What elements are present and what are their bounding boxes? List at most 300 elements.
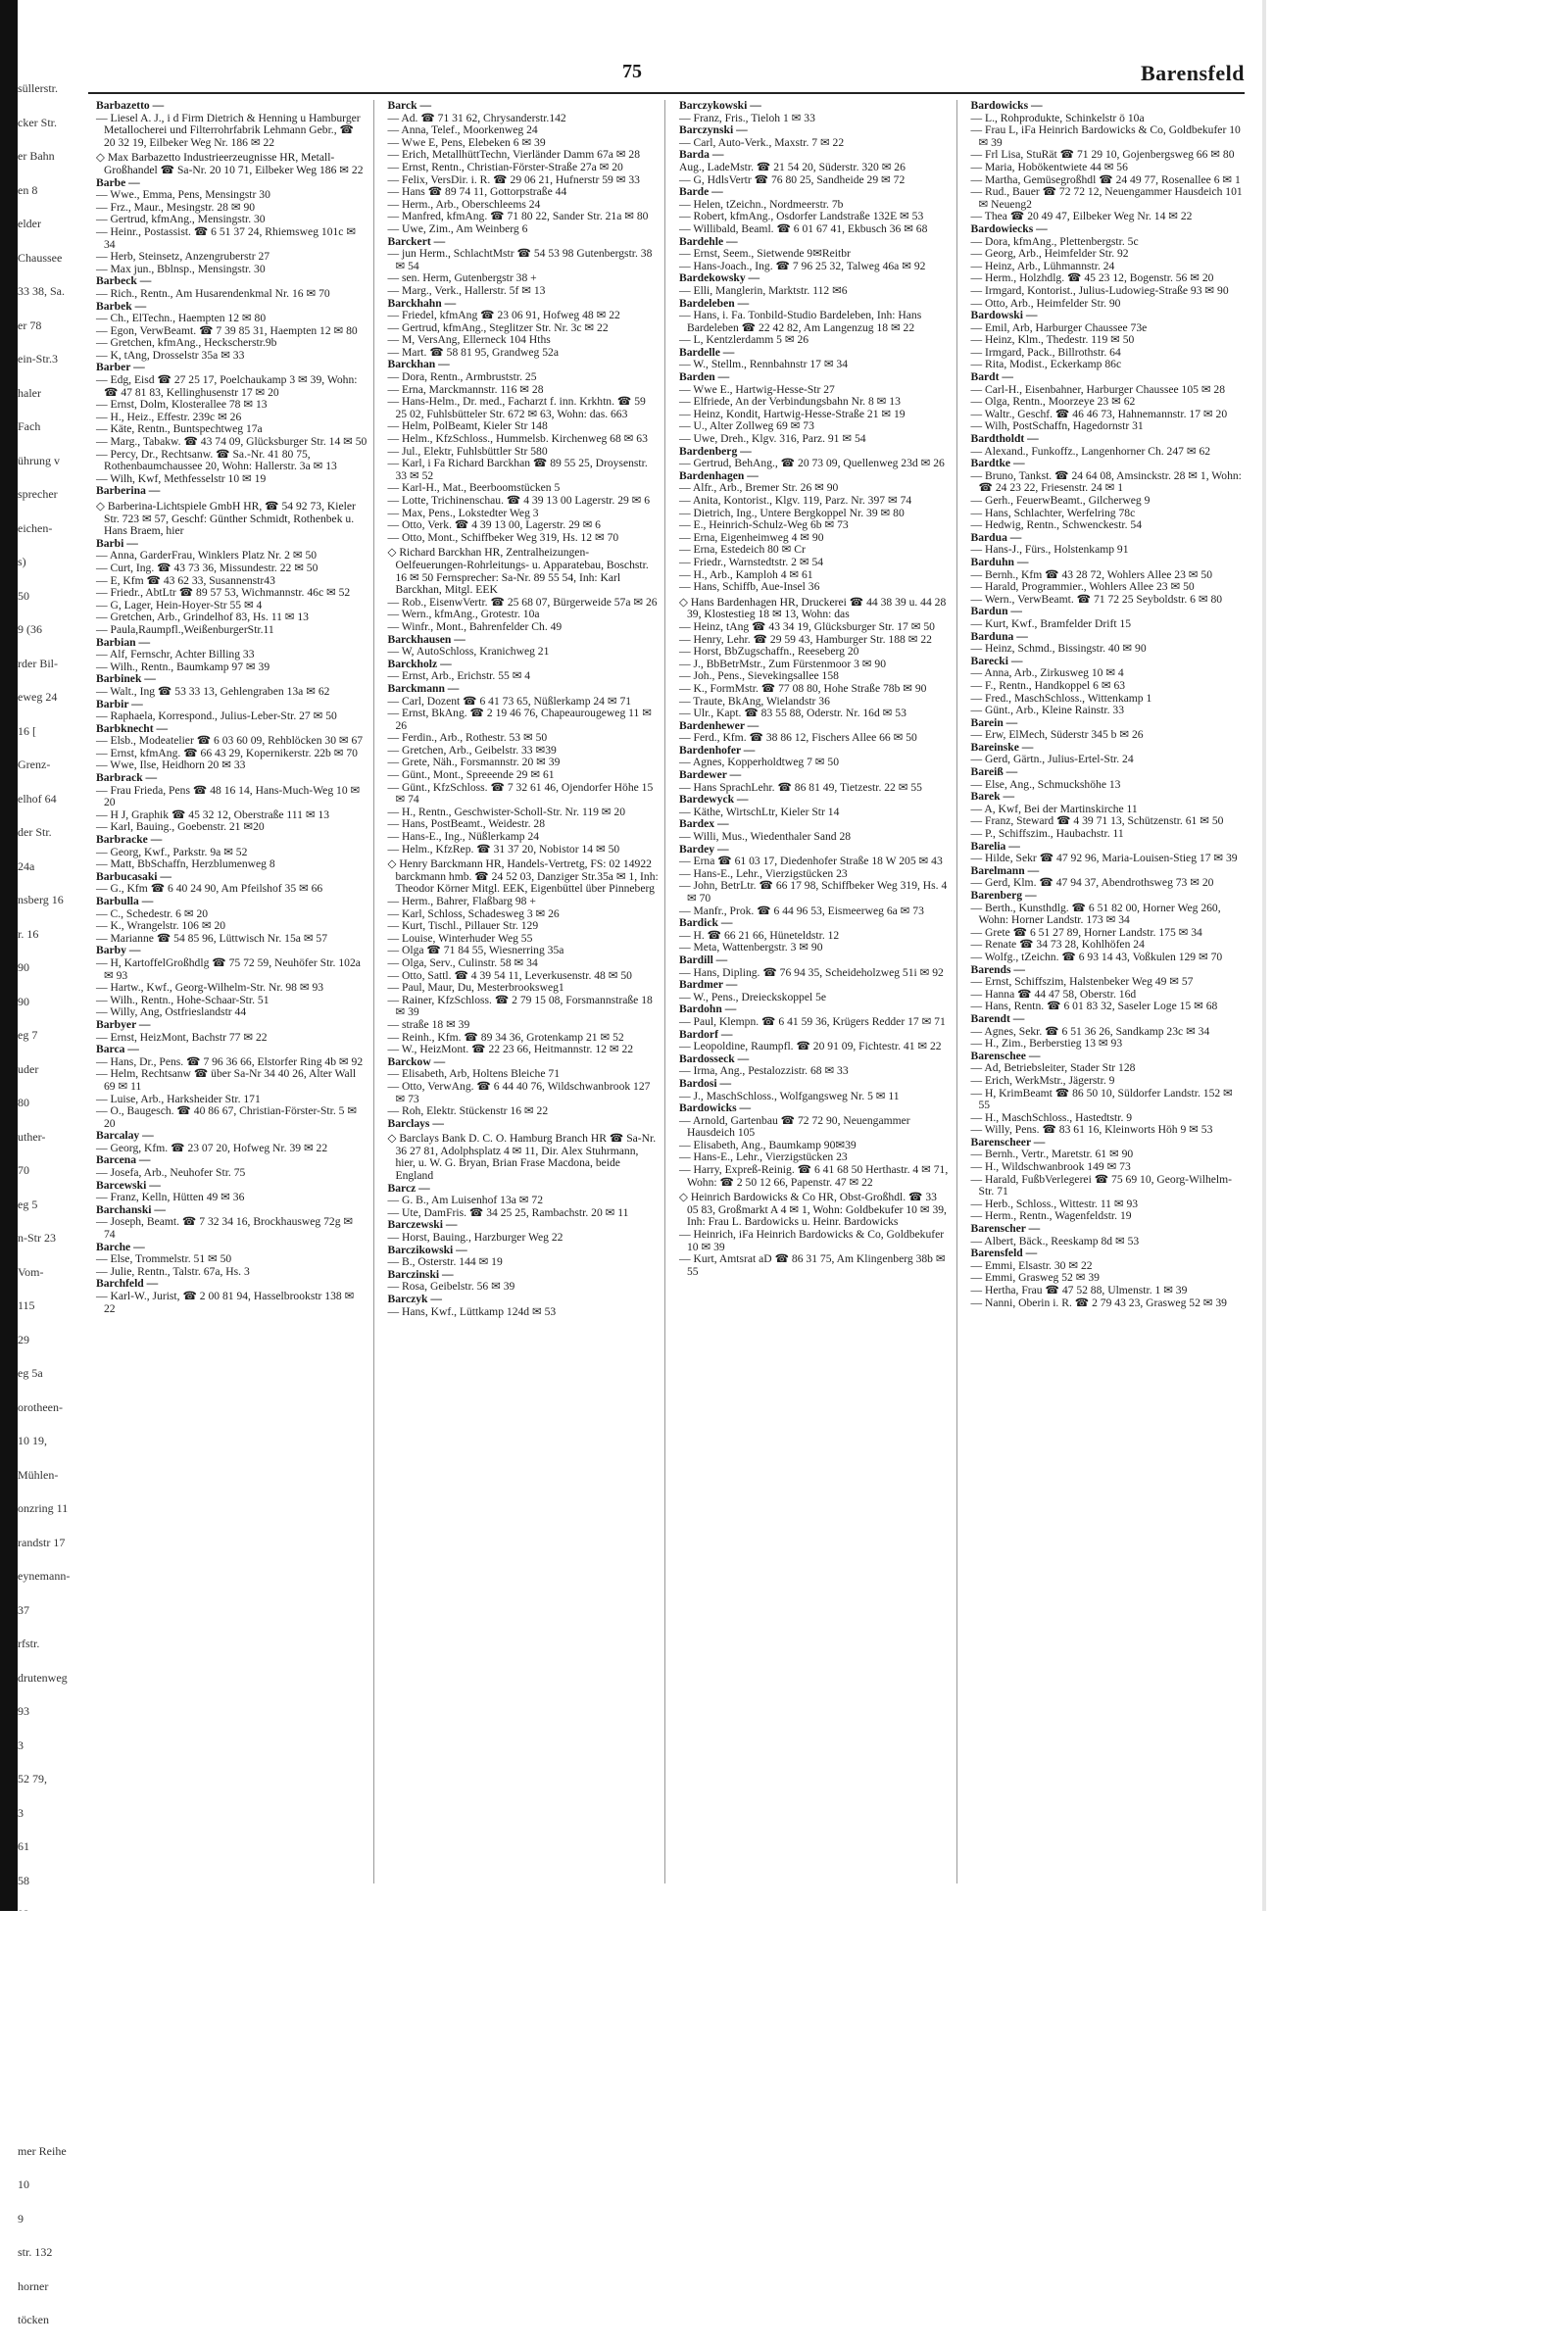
surname-heading: Bardewyck — bbox=[679, 793, 749, 807]
directory-entry: — Willi, Mus., Wiedenthaler Sand 28 bbox=[679, 830, 852, 844]
surname-heading: Barckhan — bbox=[387, 358, 450, 371]
business-listing: ◇ Henry Barckmann HR, Handels-Vertretg, FS: 02 14922 barckmann hmb. ☎ 24 52 03, Danziger Str.35a ✉ 1, Inh: Theodor Körner Mitgl. EEK, Eigenbüttel über Pinneberg bbox=[387, 857, 659, 896]
directory-entry: — Wwe E., Hartwig-Hesse-Str 27 bbox=[679, 382, 835, 396]
directory-entry: — Edg, Eisd ☎ 27 25 17, Poelchaukamp 3 ✉ 39, Wohn: ☎ 47 81 83, Kellinghusenstr 17 ✉ 20 bbox=[96, 373, 358, 399]
directory-entry: — Otto, Mont., Schiffbeker Weg 319, Hs. 12 ✉ 70 bbox=[387, 530, 619, 544]
facing-page-fragment: eichen- bbox=[18, 520, 53, 535]
directory-entry: — Herb, Steinsetz, Anzengruberstr 27 bbox=[96, 250, 270, 264]
directory-entry: — Thea ☎ 20 49 47, Eilbeker Weg Nr. 14 ✉ 22 bbox=[970, 210, 1193, 223]
directory-entry: — Renate ☎ 34 73 28, Kohlhöfen 24 bbox=[970, 938, 1145, 952]
directory-entry: — Karl, Bauing., Goebenstr. 21 ✉20 bbox=[96, 820, 265, 834]
surname-heading: Barchfeld — bbox=[96, 1277, 159, 1291]
facing-page-binding-edge bbox=[0, 0, 18, 1911]
surname-heading: Barde — bbox=[679, 185, 723, 199]
directory-entry: — Gerh., FeuerwBeamt., Gilcherweg 9 bbox=[970, 494, 1151, 507]
directory-entry: — Elli, Manglerin, Marktstr. 112 ✉6 bbox=[679, 283, 848, 297]
directory-entry: — B., Osterstr. 144 ✉ 19 bbox=[387, 1255, 503, 1269]
directory-entry: — H., Zim., Berberstieg 13 ✉ 93 bbox=[970, 1037, 1123, 1051]
directory-entry: — Herm., Bahrer, Flaßbarg 98 + bbox=[387, 895, 536, 907]
surname-heading: Bardowicks — bbox=[970, 99, 1043, 112]
facing-page-fragment: der Str. bbox=[18, 825, 52, 839]
surname-heading: Barbulla — bbox=[96, 895, 154, 907]
facing-page-fragment: mer Reihe bbox=[18, 2143, 67, 2158]
directory-entry: — Ferdin., Arb., Rothestr. 53 ✉ 50 bbox=[387, 731, 548, 745]
directory-entry: — Martha, Gemüsegroßhdl ☎ 24 49 77, Rosenallee 6 ✉ 1 bbox=[970, 172, 1241, 186]
facing-page-fragment: 115 bbox=[18, 1298, 35, 1312]
directory-entry: — Walt., Ing ☎ 53 33 13, Gehlengraben 13a ✉ 62 bbox=[96, 684, 330, 698]
surname-heading: Bardua — bbox=[970, 530, 1022, 544]
surname-heading: Bardun — bbox=[970, 605, 1023, 618]
facing-page-fragment: rder Bil- bbox=[18, 656, 58, 670]
directory-entry: — Herm., Arb., Oberschleems 24 bbox=[387, 197, 541, 211]
directory-entry: — Wilh., Rentn., Hohe-Schaar-Str. 51 bbox=[96, 993, 270, 1006]
directory-entry: — Heinz, tAng ☎ 43 34 19, Glücksburger Str. 17 ✉ 50 bbox=[679, 619, 935, 633]
directory-entry: — Paul, Maur, Du, Mesterbrooksweg1 bbox=[387, 981, 564, 995]
directory-entry: — Ernst, BkAng. ☎ 2 19 46 76, Chapeaurougeweg 11 ✉ 26 bbox=[387, 707, 652, 732]
directory-entry: — Kurt, Tischl., Pillauer Str. 129 bbox=[387, 919, 539, 933]
facing-page-fragment: 33 38, Sa. bbox=[18, 284, 65, 298]
directory-entry: — F., Rentn., Handkoppel 6 ✉ 63 bbox=[970, 678, 1126, 692]
directory-entry: — K., FormMstr. ☎ 77 08 80, Hohe Straße 78b ✉ 90 bbox=[679, 681, 927, 695]
directory-entry: — Hans-Joach., Ing. ☎ 7 96 25 32, Talweg 46a ✉ 92 bbox=[679, 259, 926, 272]
directory-entry: — Winfr., Mont., Bahrenfelder Ch. 49 bbox=[387, 619, 563, 633]
directory-entry: — A, Kwf, Bei der Martinskirche 11 bbox=[970, 802, 1138, 815]
facing-page-fragment: er 78 bbox=[18, 318, 42, 332]
facing-page-fragment: 70 bbox=[18, 1163, 29, 1177]
surname-heading: Bardick — bbox=[679, 916, 733, 930]
directory-entry: — Dietrich, Ing., Untere Bergkoppel Nr. 39 ✉ 80 bbox=[679, 506, 905, 519]
directory-entry: — Hans, Dr., Pens. ☎ 7 96 36 66, Elstorfer Ring 4b ✉ 92 bbox=[96, 1054, 364, 1068]
surname-heading: Barbi — bbox=[96, 536, 138, 550]
directory-entry: — Josefa, Arb., Neuhofer Str. 75 bbox=[96, 1166, 246, 1180]
directory-entry: — Ernst, Schiffszim, Halstenbeker Weg 49 ✉ 57 bbox=[970, 975, 1194, 989]
directory-entry: — H, KrimBeamt ☎ 86 50 10, Süldorfer Landstr. 152 ✉ 55 bbox=[970, 1086, 1233, 1112]
facing-page-fragments bbox=[18, 81, 71, 2326]
directory-entry: — Hans, i. Fa. Tonbild-Studio Bardeleben, Inh: Hans Bardeleben ☎ 22 42 82, Am Langenzug 18 ✉ 22 bbox=[679, 309, 922, 334]
surname-heading: Barbknecht — bbox=[96, 721, 169, 735]
facing-page-fragment: onzring 11 bbox=[18, 1501, 69, 1515]
directory-entry: — K, tAng, Drosselstr 35a ✉ 33 bbox=[96, 348, 245, 362]
surname-heading: Bardowicks — bbox=[679, 1101, 752, 1115]
directory-entry: — Nanni, Oberin i. R. ☎ 2 79 43 23, Grasweg 52 ✉ 39 bbox=[970, 1296, 1227, 1309]
surname-heading: Barbir — bbox=[96, 697, 143, 710]
directory-entry: — Max jun., Bblnsp., Mensingstr. 30 bbox=[96, 262, 266, 275]
directory-entry: — Hanna ☎ 44 47 58, Oberstr. 16d bbox=[970, 987, 1137, 1001]
surname-heading: Barberina — bbox=[96, 484, 161, 498]
surname-heading: Barcewski — bbox=[96, 1178, 161, 1192]
surname-heading: Barclays — bbox=[387, 1116, 444, 1130]
directory-entry: — G. B., Am Luisenhof 13a ✉ 72 bbox=[387, 1194, 543, 1207]
surname-heading: Bareiß — bbox=[970, 765, 1018, 779]
column-3 bbox=[679, 100, 957, 1883]
directory-entry: — J., MaschSchloss., Wolfgangsweg Nr. 5 ✉ 11 bbox=[679, 1089, 900, 1102]
directory-entry: — G, HdlsVertr ☎ 76 80 25, Sandheide 29 ✉ 72 bbox=[679, 172, 906, 186]
directory-entry: — C., Schedestr. 6 ✉ 20 bbox=[96, 906, 209, 920]
directory-entry: — Friedr., Warnstedtstr. 2 ✉ 54 bbox=[679, 555, 824, 568]
directory-entry: — Günt., KfzSchloss. ☎ 7 32 61 46, Ojendorfer Höhe 15 ✉ 74 bbox=[387, 780, 654, 807]
directory-entry: — Roh, Elektr. Stückenstr 16 ✉ 22 bbox=[387, 1104, 549, 1118]
directory-entry: — Willy, Ang, Ostfrieslandstr 44 bbox=[96, 1005, 247, 1019]
directory-entry: — Hans, Rentn. ☎ 6 01 83 32, Saseler Loge 15 ✉ 68 bbox=[970, 1000, 1218, 1013]
surname-heading: Bardosi — bbox=[679, 1076, 732, 1090]
facing-page-fragment: 9 bbox=[18, 2211, 24, 2226]
directory-entry: — H., MaschSchloss., Hastedtstr. 9 bbox=[970, 1110, 1133, 1124]
surname-heading: Barby — bbox=[96, 944, 141, 957]
facing-page-fragment: 9 (36 bbox=[18, 622, 42, 636]
directory-entry: — Joh., Pens., Sievekingsallee 158 bbox=[679, 669, 839, 683]
directory-entry: — Berth., Kunsthdlg. ☎ 6 51 82 00, Horner Weg 260, Wohn: Horner Landstr. 173 ✉ 34 bbox=[970, 901, 1221, 927]
directory-entry: — Rud., Bauer ☎ 72 72 12, Neuengammer Hausdeich 101 ✉ Neueng2 bbox=[970, 185, 1243, 211]
surname-heading: Barein — bbox=[970, 715, 1018, 729]
surname-heading: Barckholz — bbox=[387, 657, 452, 670]
surname-heading: Bardelle — bbox=[679, 345, 735, 359]
directory-entry: — Gerd, Klm. ☎ 47 94 37, Abendrothsweg 73 ✉ 20 bbox=[970, 876, 1214, 890]
directory-entry: — Karl, Schloss, Schadesweg 3 ✉ 26 bbox=[387, 906, 560, 920]
column-1 bbox=[96, 100, 374, 1883]
directory-entry: — Lotte, Trichinenschau. ☎ 4 39 13 00 Lagerstr. 29 ✉ 6 bbox=[387, 494, 651, 507]
facing-page-fragment: 29 bbox=[18, 1332, 29, 1346]
business-listing: ◇ Barberina-Lichtspiele GmbH HR, ☎ 54 92 73, Kieler Str. 723 ✉ 57, Geschf: Günther Schmidt, Rothenbek u. Hans Braem, hier bbox=[96, 500, 356, 538]
surname-heading: Bardenhewer — bbox=[679, 718, 760, 732]
directory-entry: — Günt., Mont., Spreeende 29 ✉ 61 bbox=[387, 768, 555, 782]
directory-entry: — Raphaela, Korrespond., Julius-Leber-Str. 27 ✉ 50 bbox=[96, 709, 337, 723]
directory-entry: — Helm, Rechtsanw ☎ über Sa-Nr 34 40 26, Alter Wall 69 ✉ 11 bbox=[96, 1067, 357, 1093]
directory-entry: — Hans-Helm., Dr. med., Facharzt f. inn. Krkhtn. ☎ 59 25 02, Fuhlsbütteler Str. 672 ✉ 63, Wohn: das. 663 bbox=[387, 395, 646, 420]
directory-entry: — H J, Graphik ☎ 45 32 12, Oberstraße 111 ✉ 13 bbox=[96, 807, 330, 821]
facing-page-fragment: Chaussee bbox=[18, 250, 63, 265]
surname-heading: Barckow — bbox=[387, 1054, 446, 1068]
directory-entry: — sen. Herm, Gutenbergstr 38 + bbox=[387, 271, 537, 285]
directory-entry: — jun Herm., SchlachtMstr ☎ 54 53 98 Gutenbergstr. 38 ✉ 54 bbox=[387, 247, 653, 272]
directory-entry: — H., Arb., Kamploh 4 ✉ 61 bbox=[679, 567, 813, 581]
directory-entry: — Heinz, Kondit, Hartwig-Hesse-Straße 21 ✉ 19 bbox=[679, 407, 906, 420]
directory-entry: — Dora, Rentn., Armbruststr. 25 bbox=[387, 370, 537, 384]
surname-heading: Barda — bbox=[679, 148, 724, 162]
directory-entry: — Emmi, Elsastr. 30 ✉ 22 bbox=[970, 1258, 1093, 1272]
directory-entry: — Kurt, Kwf., Bramfelder Drift 15 bbox=[970, 616, 1132, 630]
directory-entry: — Alf, Fernschr, Achter Billing 33 bbox=[96, 648, 255, 661]
directory-entry: — Egon, VerwBeamt. ☎ 7 39 85 31, Haempten 12 ✉ 80 bbox=[96, 323, 358, 337]
facing-page-fragment: 24a bbox=[18, 858, 35, 873]
directory-entry: — Gertrud, kfmAng., Mensingstr. 30 bbox=[96, 213, 266, 226]
directory-entry: — Ulr., Kapt. ☎ 83 55 88, Oderstr. Nr. 16d ✉ 53 bbox=[679, 707, 906, 720]
directory-entry: — Hans, Schiffb, Aue-Insel 36 bbox=[679, 580, 820, 594]
business-listing: ◇ Richard Barckhan HR, Zentralheizungen-Oelfeuerungen-Rohrleitungs- u. Apparatebau, Boschstr. 16 ✉ 50 Fernsprecher: Sa-Nr. 89 55 54, Inh: Karl Barckhan, Mitgl. EEK bbox=[387, 546, 649, 597]
surname-heading: Bardewer — bbox=[679, 768, 742, 782]
surname-heading: Barbyer — bbox=[96, 1017, 151, 1031]
directory-entry: — Erna, Eigenheimweg 4 ✉ 90 bbox=[679, 530, 824, 544]
directory-entry: — straße 18 ✉ 39 bbox=[387, 1017, 470, 1031]
directory-entry: — Käthe, WirtschLtr, Kieler Str 14 bbox=[679, 805, 840, 818]
surname-heading: Barczewski — bbox=[387, 1218, 458, 1232]
facing-page-fragment: s) bbox=[18, 555, 26, 568]
facing-page-fragment: 37 bbox=[18, 1602, 29, 1617]
directory-entry: — Dora, kfmAng., Plettenbergstr. 5c bbox=[970, 234, 1139, 248]
directory-entry: — Ute, DamFris. ☎ 34 25 25, Rambachstr. 20 ✉ 11 bbox=[387, 1205, 629, 1219]
directory-entry: — Ernst, kfmAng. ☎ 66 43 29, Kopernikerstr. 22b ✉ 70 bbox=[96, 746, 358, 759]
business-listing: ◇ Barclays Bank D. C. O. Hamburg Branch HR ☎ Sa-Nr. 36 27 81, Adolphsplatz 4 ✉ 11, Dir. Alex Stuhrmann, hier, u. W. G. Bryan, Brian Frase Macdona, beide England bbox=[387, 1132, 657, 1183]
column-2 bbox=[388, 100, 666, 1883]
surname-heading: Barelmann — bbox=[970, 863, 1040, 877]
directory-entry: — Herm., Rentn., Wagenfeldstr. 19 bbox=[970, 1209, 1132, 1223]
surname-heading: Barber — bbox=[96, 361, 145, 374]
facing-page-fragment: uder bbox=[18, 1061, 39, 1076]
surname-heading: Bardtholdt — bbox=[970, 432, 1039, 446]
directory-entry: — Karl-H., Mat., Beerboomstücken 5 bbox=[387, 481, 561, 495]
directory-entry: — Kurt, Amtsrat aD ☎ 86 31 75, Am Klingenberg 38b ✉ 55 bbox=[679, 1252, 946, 1278]
directory-entry: — Friedr., AbtLtr ☎ 89 57 53, Wichmannstr. 46c ✉ 52 bbox=[96, 586, 351, 600]
directory-entry: — Albert, Bäck., Reeskamp 8d ✉ 53 bbox=[970, 1234, 1140, 1247]
surname-heading: Bardenberg — bbox=[679, 444, 752, 458]
directory-entry: — K., Wrangelstr. 106 ✉ 20 bbox=[96, 919, 226, 933]
directory-entry: — Alfr., Arb., Bremer Str. 26 ✉ 90 bbox=[679, 481, 839, 495]
surname-heading: Barbazetto — bbox=[96, 99, 165, 112]
directory-entry: — Wilh, Kwf, Methfesselstr 10 ✉ 19 bbox=[96, 471, 267, 485]
directory-entry: — Carl-H., Eisenbahner, Harburger Chaussee 105 ✉ 28 bbox=[970, 382, 1226, 396]
directory-entry: — Mart. ☎ 58 81 95, Grandweg 52a bbox=[387, 345, 559, 359]
directory-entry: — Karl, i Fa Richard Barckhan ☎ 89 55 25, Droysenstr. 33 ✉ 52 bbox=[387, 457, 648, 482]
directory-entry: — Felix, VersDir. i. R. ☎ 29 06 21, Hufnerstr 59 ✉ 33 bbox=[387, 172, 640, 186]
directory-entry: — Maria, Hobökentwiete 44 ✉ 56 bbox=[970, 160, 1128, 173]
directory-entry: — Waltr., Geschf. ☎ 46 46 73, Hahnemannstr. 17 ✉ 20 bbox=[970, 407, 1228, 420]
facing-page-fragment: ührung v bbox=[18, 453, 60, 467]
facing-page-fragment: Vom- bbox=[18, 1264, 44, 1279]
directory-entry: — Grete, Näh., Forsmannstr. 20 ✉ 39 bbox=[387, 756, 561, 769]
facing-page-fragment: Grenz- bbox=[18, 758, 51, 771]
directory-entry: — Jul., Elektr, Fuhlsbüttler Str 580 bbox=[387, 444, 548, 458]
directory-entry: — Emmi, Grasweg 52 ✉ 39 bbox=[970, 1271, 1100, 1285]
directory-entry: — Paula,Raumpfl.,WeißenburgerStr.11 bbox=[96, 622, 274, 636]
directory-entry: — Marg., Tabakw. ☎ 43 74 09, Glücksburger Str. 14 ✉ 50 bbox=[96, 435, 368, 449]
directory-entry: — Uwe, Zim., Am Weinberg 6 bbox=[387, 221, 528, 235]
surname-heading: Barden — bbox=[679, 370, 730, 384]
directory-entry: — Erna, Estedeich 80 ✉ Cr bbox=[679, 543, 806, 557]
surname-heading: Bardowski — bbox=[970, 309, 1038, 322]
surname-heading: Barbrack — bbox=[96, 771, 158, 785]
directory-entry: — Erw, ElMech, Süderstr 345 b ✉ 26 bbox=[970, 728, 1144, 742]
directory-entry: — Franz, Kelln, Hütten 49 ✉ 36 bbox=[96, 1191, 245, 1204]
directory-entry: — Olga, Rentn., Moorzeye 23 ✉ 62 bbox=[970, 395, 1136, 409]
directory-entry: — Anna, Arb., Zirkusweg 10 ✉ 4 bbox=[970, 666, 1124, 680]
directory-entry: — Franz, Fris., Tieloh 1 ✉ 33 bbox=[679, 111, 815, 124]
directory-entry: — Wwe., Emma, Pens, Mensingstr 30 bbox=[96, 188, 270, 202]
surname-heading: Bareinske — bbox=[970, 740, 1034, 754]
surname-heading: Bardtke — bbox=[970, 457, 1025, 470]
surname-heading: Barbeck — bbox=[96, 274, 152, 288]
directory-entry: — Hans, Schlachter, Werfelring 78c bbox=[970, 506, 1136, 519]
surname-heading: Barczykowski — bbox=[679, 99, 761, 112]
directory-entry: — Georg, Kfm. ☎ 23 07 20, Hofweg Nr. 39 ✉ 22 bbox=[96, 1141, 328, 1154]
directory-entry: — Irma, Ang., Pestalozzistr. 68 ✉ 33 bbox=[679, 1064, 849, 1078]
surname-heading: Barek — bbox=[970, 790, 1015, 804]
surname-heading: Barcz — bbox=[387, 1181, 430, 1195]
directory-entry: — Frl Lisa, StuRät ☎ 71 29 10, Gojenbergsweg 66 ✉ 80 bbox=[970, 148, 1235, 162]
directory-entry: — Henry, Lehr. ☎ 29 59 43, Hamburger Str. 188 ✉ 22 bbox=[679, 632, 932, 646]
directory-entry: — Herb., Schloss., Wittestr. 11 ✉ 93 bbox=[970, 1197, 1139, 1210]
surname-heading: Bardosseck — bbox=[679, 1052, 750, 1065]
surname-heading: Bardehle — bbox=[679, 234, 738, 248]
directory-entry: — Gerd, Gärtn., Julius-Ertel-Str. 24 bbox=[970, 753, 1134, 766]
facing-page-fragment: sprecher bbox=[18, 487, 58, 501]
facing-page-fragment: ein-Str.3 bbox=[18, 352, 58, 366]
directory-entry: — Alexand., Funkoffz., Langenhorner Ch. 247 ✉ 62 bbox=[970, 444, 1211, 458]
directory-entry: Aug., LadeMstr. ☎ 21 54 20, Süderstr. 320 ✉ 26 bbox=[679, 160, 906, 173]
directory-entry: — Meta, Wattenbergstr. 3 ✉ 90 bbox=[679, 941, 823, 954]
facing-page-fragment: eg 5 bbox=[18, 1197, 38, 1211]
facing-page-fragment: Mühlen- bbox=[18, 1467, 59, 1482]
directory-entry: — Heinz, Schmd., Bissingstr. 40 ✉ 90 bbox=[970, 642, 1147, 656]
directory-entry: — H., Rentn., Geschwister-Scholl-Str. Nr. 119 ✉ 20 bbox=[387, 805, 626, 818]
facing-page-fragment: Fach bbox=[18, 419, 41, 433]
business-listing: ◇ Heinrich Bardowicks & Co HR, Obst-Großhdl. ☎ 33 05 83, Großmarkt A 4 ✉ 1, Wohn: Goldbekufer 10 ✉ 39, Inh: Frau L. Bardowicks u. Heinr. Bardowicks bbox=[679, 1191, 947, 1229]
directory-entry: — W., Pens., Dreieckskoppel 5e bbox=[679, 990, 827, 1003]
directory-entry: — Käte, Rentn., Buntspechtweg 17a bbox=[96, 422, 263, 436]
directory-entry: — H, KartoffelGroßhdlg ☎ 75 72 59, Neuhöfer Str. 102a ✉ 93 bbox=[96, 955, 361, 982]
directory-entry: — Erna ☎ 61 03 17, Diedenhofer Straße 18 W 205 ✉ 43 bbox=[679, 855, 943, 868]
header-rule bbox=[88, 92, 1245, 94]
directory-entry: — W., HeizMont. ☎ 22 23 66, Heitmannstr. 12 ✉ 22 bbox=[387, 1043, 634, 1056]
facing-page-fragment: eweg 24 bbox=[18, 690, 58, 704]
facing-page-fragment: 16 [ bbox=[18, 723, 36, 738]
facing-page-fragment: 52 79, bbox=[18, 1772, 47, 1785]
directory-entry: — Liesel A. J., i d Firm Dietrich & Henning u Hamburger Metallocherei und Filterrohrfabrik Lehmann Gebr., ☎ 20 32 19, Eilbeker Weg Nr. 186 ✉ 22 bbox=[96, 111, 361, 149]
directory-entry: — Max, Pens., Lokstedter Weg 3 bbox=[387, 506, 539, 519]
directory-entry: — Erich, WerkMstr., Jägerstr. 9 bbox=[970, 1073, 1115, 1087]
directory-entry: — Marianne ☎ 54 85 96, Lüttwisch Nr. 15a ✉ 57 bbox=[96, 931, 328, 945]
directory-entry: — Bruno, Tankst. ☎ 24 64 08, Amsinckstr. 28 ✉ 1, Wohn: ☎ 24 23 22, Friesenstr. 24 ✉ 1 bbox=[970, 468, 1242, 495]
facing-page-fragment: eg 7 bbox=[18, 1028, 38, 1042]
directory-entry: — Elsb., Modeatelier ☎ 6 03 60 09, Rehblöcken 30 ✉ 67 bbox=[96, 734, 364, 748]
surname-heading: Barensfeld — bbox=[970, 1247, 1038, 1260]
directory-entry: — Ernst, HeizMont, Bachstr 77 ✉ 22 bbox=[96, 1030, 268, 1044]
directory-entry: — O., Baugesch. ☎ 40 86 67, Christian-Förster-Str. 5 ✉ 20 bbox=[96, 1104, 358, 1130]
directory-entry: — L, Kentzlerdamm 5 ✉ 26 bbox=[679, 333, 809, 347]
directory-entry: — Hertha, Frau ☎ 47 52 88, Ulmenstr. 1 ✉ 39 bbox=[970, 1284, 1188, 1296]
facing-page-fragment: uther- bbox=[18, 1129, 46, 1144]
directory-entry: — Gretchen, kfmAng., Heckscherstr.9b bbox=[96, 336, 277, 350]
surname-heading: Barckert — bbox=[387, 234, 446, 248]
facing-page-fragment: drutenweg bbox=[18, 1670, 68, 1685]
directory-entry: — Julie, Rentn., Talstr. 67a, Hs. 3 bbox=[96, 1264, 250, 1278]
facing-page-fragment: 3 bbox=[18, 1805, 24, 1820]
directory-entry: — Else, Ang., Schmuckshöhe 13 bbox=[970, 777, 1121, 791]
directory-entry: — Leopoldine, Raumpfl. ☎ 20 91 09, Fichtestr. 41 ✉ 22 bbox=[679, 1040, 942, 1053]
facing-page-fragment: horner bbox=[18, 2278, 49, 2293]
business-listing: ◇ Hans Bardenhagen HR, Druckerei ☎ 44 38 39 u. 44 28 39, Klostestieg 18 ✉ 13, Wohn: das bbox=[679, 595, 947, 621]
directory-entry: — J., BbBetrMstr., Zum Fürstenmoor 3 ✉ 90 bbox=[679, 657, 886, 670]
directory-entry: — Hans SprachLehr. ☎ 86 81 49, Tietzestr. 22 ✉ 55 bbox=[679, 780, 922, 794]
directory-entry: — Rich., Rentn., Am Husarendenkmal Nr. 16 ✉ 70 bbox=[96, 286, 330, 300]
directory-entry: — Harry, Expreß-Reinig. ☎ 6 41 68 50 Herthastr. 4 ✉ 71, Wohn: ☎ 2 50 12 66, Papenstr. 47 ✉ 22 bbox=[679, 1163, 949, 1189]
facing-page-fragment: elder bbox=[18, 217, 41, 230]
facing-page-fragment: er Bahn bbox=[18, 149, 55, 163]
directory-entry: — Harald, FußbVerlegerei ☎ 75 69 10, Georg-Wilhelm-Str. 71 bbox=[970, 1172, 1233, 1198]
directory-entry: — Heinr., Postassist. ☎ 6 51 37 24, Rhiemsweg 101c ✉ 34 bbox=[96, 224, 357, 251]
directory-entry: — Ernst, Rentn., Christian-Förster-Straße 27a ✉ 20 bbox=[387, 160, 623, 173]
directory-entry: — Willibald, Beaml. ☎ 6 01 67 41, Ekbusch 36 ✉ 68 bbox=[679, 221, 928, 235]
directory-entry: — Elfriede, An der Verbindungsbahn Nr. 8 ✉ 13 bbox=[679, 395, 901, 409]
directory-entry: — Else, Trommelstr. 51 ✉ 50 bbox=[96, 1252, 232, 1266]
page-header bbox=[88, 61, 1245, 88]
directory-entry: — Elisabeth, Arb, Holtens Bleiche 71 bbox=[387, 1067, 560, 1081]
facing-page-fragment: elhof 64 bbox=[18, 791, 57, 806]
directory-entry: — Frau Frieda, Pens ☎ 48 16 14, Hans-Much-Weg 10 ✉ 20 bbox=[96, 783, 361, 809]
directory-entry: — Louise, Winterhuder Weg 55 bbox=[387, 931, 533, 945]
facing-page-fragment: 50 bbox=[18, 588, 29, 603]
directory-entry: — Arnold, Gartenbau ☎ 72 72 90, Neuengammer Hausdeich 105 bbox=[679, 1113, 910, 1140]
directory-entry: — Rita, Modist., Eckerkamp 86c bbox=[970, 358, 1122, 371]
directory-entry: — Wolfg., tZeichn. ☎ 6 93 14 43, Voßkulen 129 ✉ 70 bbox=[970, 950, 1223, 963]
facing-page-fragment: rfstr. bbox=[18, 1637, 40, 1650]
directory-entry: — Horst, Bauing., Harzburger Weg 22 bbox=[387, 1231, 564, 1245]
surname-heading: Barbucasaki — bbox=[96, 869, 172, 883]
surname-heading: Bardmer — bbox=[679, 978, 738, 992]
directory-entry: — Robert, kfmAng., Osdorfer Landstraße 132E ✉ 53 bbox=[679, 210, 924, 223]
directory-entry: — H. ☎ 66 21 66, Hüneteldstr. 12 bbox=[679, 928, 840, 942]
directory-entry: — Ch., ElTechn., Haempten 12 ✉ 80 bbox=[96, 312, 267, 325]
directory-entry: — E, Kfm ☎ 43 62 33, Susannenstr43 bbox=[96, 573, 275, 587]
directory-entry: — Helen, tZeichn., Nordmeerstr. 7b bbox=[679, 197, 844, 211]
surname-heading: Bardowiecks — bbox=[970, 221, 1048, 235]
directory-entry: — Gertrud, kfmAng., Steglitzer Str. Nr. 3c ✉ 22 bbox=[387, 320, 609, 334]
surname-heading: Barbracke — bbox=[96, 833, 163, 847]
directory-entry: — Rosa, Geibelstr. 56 ✉ 39 bbox=[387, 1280, 515, 1294]
directory-entry: — Ferd., Kfm. ☎ 38 86 12, Fischers Allee 66 ✉ 50 bbox=[679, 731, 917, 745]
surname-heading: Barecki — bbox=[970, 654, 1023, 667]
directory-entry: — Heinz, Arb., Lühmannstr. 24 bbox=[970, 259, 1115, 272]
directory-entry: — Gretchen, Arb., Grindelhof 83, Hs. 11 ✉ 13 bbox=[96, 611, 309, 624]
column-4 bbox=[971, 100, 1250, 1883]
directory-entry: — Agnes, Sekr. ☎ 6 51 36 26, Sandkamp 23c ✉ 34 bbox=[970, 1024, 1210, 1038]
directory-entry: — Friedel, kfmAng ☎ 23 06 91, Hofweg 48 ✉ 22 bbox=[387, 309, 620, 322]
directory-entry: — Curt, Ing. ☎ 43 73 36, Missundestr. 22 ✉ 50 bbox=[96, 561, 318, 574]
directory-entry: — Wilh, PostSchaffn, Hagedornstr 31 bbox=[970, 419, 1144, 433]
surname-heading: Bardenhagen — bbox=[679, 468, 759, 482]
facing-page-fragment: 93 bbox=[18, 1704, 29, 1718]
directory-entry: — Hans, PostBeamt., Weidestr. 28 bbox=[387, 817, 546, 831]
directory-entry: — Georg, Kwf., Parkstr. 9a ✉ 52 bbox=[96, 845, 248, 858]
facing-page-fragment: haler bbox=[18, 385, 41, 400]
surname-heading: Barenschee — bbox=[970, 1049, 1041, 1062]
surname-heading: Barbe — bbox=[96, 175, 140, 189]
directory-entry: — Anna, GarderFrau, Winklers Platz Nr. 2 ✉ 50 bbox=[96, 549, 318, 563]
facing-page-fragment: 10 19, bbox=[18, 1434, 47, 1447]
directory-entry: — U., Alter Zollweg 69 ✉ 73 bbox=[679, 419, 814, 433]
facing-page-fragment: nsberg 16 bbox=[18, 893, 64, 906]
directory-entry: — W, AutoSchloss, Kranichweg 21 bbox=[387, 645, 550, 659]
directory-entry: — M, VersAng, Ellerneck 104 Hths bbox=[387, 333, 551, 347]
facing-page-fragment: orotheen- bbox=[18, 1399, 63, 1414]
directory-entry: — Luise, Arb., Harksheider Str. 171 bbox=[96, 1092, 261, 1105]
directory-entry: — Rainer, KfzSchloss. ☎ 2 79 15 08, Forsmannstraße 18 ✉ 39 bbox=[387, 993, 653, 1019]
facing-page-fragment: 58 bbox=[18, 1873, 29, 1887]
directory-entry: — Ad. ☎ 71 31 62, Chrysanderstr.142 bbox=[387, 111, 566, 124]
directory-entry: — Irmgard, Pack., Billrothstr. 64 bbox=[970, 345, 1121, 359]
facing-page-fragment: str. 132 bbox=[18, 2245, 53, 2259]
surname-heading: Bardohn — bbox=[679, 1003, 737, 1016]
directory-entry: — Otto, VerwAng. ☎ 6 44 40 76, Wildschwanbrook 127 ✉ 73 bbox=[387, 1079, 651, 1105]
directory-entry: — P., Schiffszim., Haubachstr. 11 bbox=[970, 827, 1124, 841]
directory-entry: — Paul, Klempn. ☎ 6 41 59 36, Krügers Redder 17 ✉ 71 bbox=[679, 1014, 946, 1028]
facing-page-fragment: töcken bbox=[18, 2313, 49, 2326]
surname-heading: Bardeleben — bbox=[679, 296, 750, 310]
directory-entry: — Gretchen, Arb., Geibelstr. 33 ✉39 bbox=[387, 743, 557, 757]
surname-heading: Barenberg — bbox=[970, 889, 1037, 902]
directory-entry: — Fred., MaschSchloss., Wittenkamp 1 bbox=[970, 691, 1152, 705]
directory-entry: — Frau L, iFa Heinrich Bardowicks & Co, Goldbekufer 10 ✉ 39 bbox=[970, 123, 1241, 149]
directory-entry: — Anna, Telef., Moorkenweg 24 bbox=[387, 123, 538, 137]
facing-page-fragment: 61 bbox=[18, 1839, 29, 1853]
